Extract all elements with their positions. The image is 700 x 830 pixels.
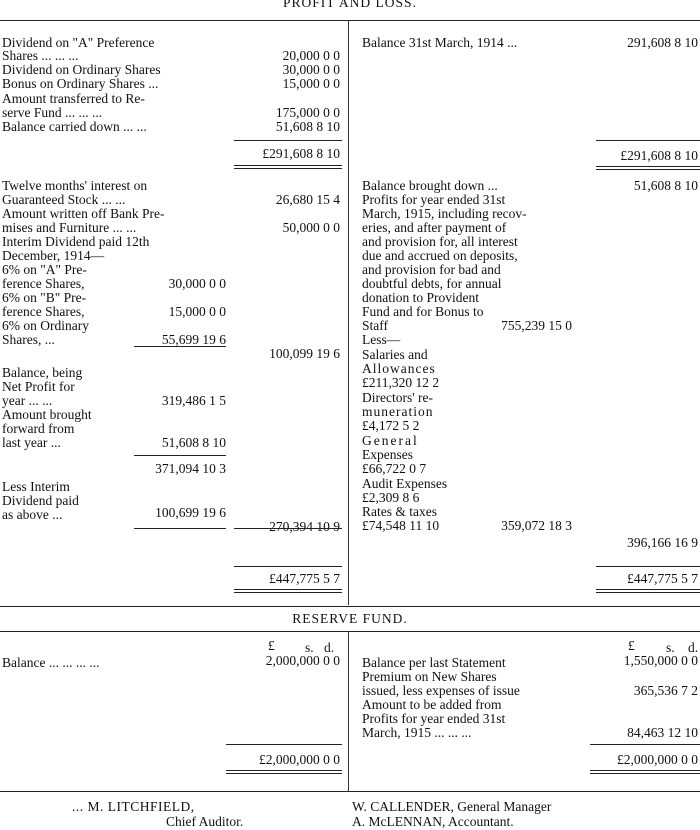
amount: 50,000 0 0 — [282, 220, 340, 235]
debit-line: Amount transferred to Re- — [2, 91, 145, 106]
amount: 1,550,000 0 0 — [623, 653, 698, 668]
debit-line: Balance, being — [2, 365, 83, 380]
double-rule — [596, 166, 700, 170]
pound-header: £ — [268, 638, 275, 653]
debit-line: 6% on "B" Pre- — [2, 290, 87, 305]
rule — [596, 566, 700, 567]
amount: 15,000 0 0 — [282, 76, 340, 91]
amount: 270,394 10 9 — [269, 519, 340, 534]
double-rule — [596, 589, 700, 593]
total-amount: £291,608 8 10 — [620, 148, 698, 163]
amount: 26,680 15 4 — [275, 192, 340, 207]
debit-line: Shares ... ... ... — [2, 48, 79, 63]
credit-line: Balance brought down ... — [362, 178, 498, 193]
pence-header: d. — [324, 640, 335, 655]
debit-line: 6% on "A" Pre- — [2, 262, 87, 277]
debit-line: Bonus on Ordinary Shares ... — [2, 76, 159, 91]
rule — [134, 455, 226, 456]
credit-line: doubtful debts, for annual — [362, 276, 502, 291]
expense-line: Directors' re- — [362, 390, 434, 405]
debit-line: Dividend on Ordinary Shares — [2, 62, 161, 77]
debit-line: Interim Dividend paid 12th — [2, 234, 150, 249]
debit-line: Shares, ... — [2, 332, 55, 347]
expense-line: General — [362, 433, 419, 448]
sub-amount: 55,699 19 6 — [161, 332, 226, 347]
rule — [596, 140, 700, 141]
rule — [226, 744, 342, 745]
debit-line: forward from — [2, 421, 75, 436]
signature-auditor-name: ... M. LITCHFIELD, — [72, 799, 195, 814]
section-rule — [0, 631, 700, 632]
reserve-credit-line: Balance per last Statement — [362, 655, 506, 670]
expense-line: £66,722 0 7 — [362, 461, 427, 476]
reserve-credit-line: Premium on New Shares — [362, 669, 497, 684]
amount: 30,000 0 0 — [282, 62, 340, 77]
rule — [234, 566, 342, 567]
amount: 51,608 8 10 — [275, 119, 340, 134]
pound-header: £ — [628, 638, 635, 653]
total-amount: £447,775 5 7 — [627, 571, 698, 586]
debit-line: 6% on Ordinary — [2, 318, 89, 333]
debit-line: Dividend on "A" Preference — [2, 35, 155, 50]
rule — [234, 528, 342, 529]
reserve-credit-line: March, 1915 ... ... ... — [362, 725, 472, 740]
credit-line: and provision for bad and — [362, 262, 501, 277]
sub-amount: 319,486 1 5 — [161, 393, 226, 408]
signature-auditor-title: Chief Auditor. — [166, 814, 244, 829]
amount: 175,000 0 0 — [275, 105, 340, 120]
expense-line: £4,172 5 2 — [362, 418, 420, 433]
debit-line: Amount written off Bank Pre- — [2, 206, 165, 221]
sub-amount: 30,000 0 0 — [168, 276, 226, 291]
sub-amount: 100,699 19 6 — [155, 505, 226, 520]
sub-amount: 359,072 18 3 — [501, 518, 572, 533]
total-amount: £2,000,000 0 0 — [259, 752, 340, 767]
section-rule — [0, 791, 700, 792]
debit-line: December, 1914— — [2, 248, 105, 263]
expense-line: Audit Expenses — [362, 476, 448, 491]
double-rule — [226, 770, 342, 774]
debit-line: last year ... — [2, 435, 61, 450]
total-amount: £447,775 5 7 — [269, 571, 340, 586]
reserve-divider — [348, 631, 349, 791]
double-rule — [234, 165, 342, 169]
expense-line: Allowances — [362, 361, 436, 376]
credit-line: donation to Provident — [362, 290, 479, 305]
expense-line: £211,320 12 2 — [362, 375, 440, 390]
credit-line: Balance 31st March, 1914 ... — [362, 35, 518, 50]
credit-line: eries, and after payment of — [362, 220, 507, 235]
reserve-credit-line: Amount to be added from — [362, 697, 502, 712]
shilling-header: s. — [666, 640, 675, 655]
expense-line: Rates & taxes — [362, 504, 437, 519]
sub-amount: 51,608 8 10 — [161, 435, 226, 450]
debit-line: Balance carried down ... ... — [2, 119, 147, 134]
amount: 291,608 8 10 — [627, 35, 698, 50]
reserve-credit-line: Profits for year ended 31st — [362, 711, 506, 726]
amount: 51,608 8 10 — [633, 178, 698, 193]
credit-line: due and accrued on deposits, — [362, 248, 518, 263]
amount: 365,536 7 2 — [633, 683, 698, 698]
credit-line: Fund and for Bonus to — [362, 304, 484, 319]
pence-header: d. — [688, 640, 699, 655]
debit-line: mises and Furniture ... ... — [2, 220, 137, 235]
expense-line: £74,548 11 10 — [362, 518, 440, 533]
section-rule — [0, 606, 700, 607]
less-heading: Less— — [362, 332, 401, 347]
debit-line: as above ... — [2, 507, 63, 522]
reserve-debit-line: Balance ... ... ... ... — [2, 655, 100, 670]
shilling-header: s. — [305, 640, 314, 655]
debit-line: ference Shares, — [2, 304, 85, 319]
reserve-title: RESERVE FUND. — [292, 611, 408, 626]
amount: 2,000,000 0 0 — [265, 653, 340, 668]
sub-amount: 15,000 0 0 — [168, 304, 226, 319]
total-amount: £2,000,000 0 0 — [617, 752, 698, 767]
sub-amount: 755,239 15 0 — [501, 318, 572, 333]
amount: 84,463 12 10 — [627, 725, 698, 740]
double-rule — [234, 589, 342, 593]
reserve-credit-line: issued, less expenses of issue — [362, 683, 520, 698]
rule — [234, 140, 342, 141]
signature-manager: W. CALLENDER, General Manager — [352, 799, 552, 814]
amount: 396,166 16 9 — [627, 535, 698, 550]
debit-line: Amount brought — [2, 407, 92, 422]
debit-line: serve Fund ... ... ... — [2, 105, 103, 120]
credit-line: Staff — [362, 318, 388, 333]
rule — [590, 744, 700, 745]
debit-line: Net Profit for — [2, 379, 75, 394]
expense-line: Expenses — [362, 447, 413, 462]
debit-line: ference Shares, — [2, 276, 85, 291]
signature-accountant: A. McLENNAN, Accountant. — [352, 814, 514, 829]
credit-line: March, 1915, including recov- — [362, 206, 527, 221]
expense-line: £2,309 8 6 — [362, 490, 420, 505]
debit-line: Less Interim — [2, 479, 70, 494]
double-rule — [590, 770, 700, 774]
rule — [134, 528, 226, 529]
amount: 100,099 19 6 — [269, 346, 340, 361]
debit-line: Dividend paid — [2, 493, 79, 508]
page-title: PROFIT AND LOSS. — [283, 0, 417, 10]
title-rule — [0, 20, 700, 21]
debit-line: year ... ... — [2, 393, 53, 408]
credit-line: Profits for year ended 31st — [362, 192, 506, 207]
total-amount: £291,608 8 10 — [262, 146, 340, 161]
center-divider — [348, 20, 349, 605]
sub-amount: 371,094 10 3 — [155, 461, 226, 476]
credit-line: and provision for, all interest — [362, 234, 518, 249]
debit-line: Guaranteed Stock ... ... — [2, 192, 126, 207]
rule — [134, 346, 226, 347]
debit-line: Twelve months' interest on — [2, 178, 148, 193]
expense-line: muneration — [362, 404, 434, 419]
amount: 20,000 0 0 — [282, 48, 340, 63]
expense-line: Salaries and — [362, 347, 428, 362]
